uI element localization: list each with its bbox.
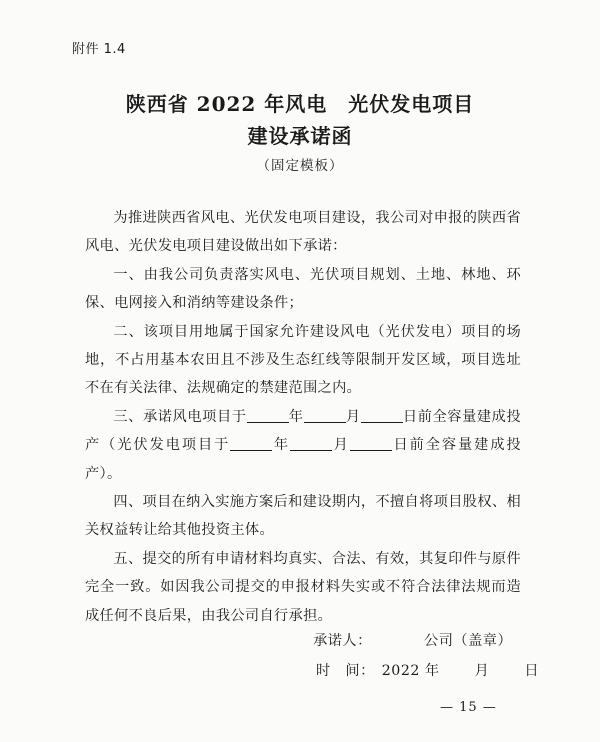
p3-text-d: 日前全容量建成投产（光伏发电项目于 bbox=[85, 408, 521, 454]
promisor-label: 承诺人： bbox=[313, 633, 372, 649]
document-body bbox=[85, 204, 521, 630]
blank-day-wind bbox=[361, 406, 403, 423]
blank-month-wind bbox=[304, 406, 346, 423]
date-year: 2022 年 bbox=[381, 663, 440, 679]
commitment-paragraph-1: 一、由我公司负责落实风电、光伏项目规划、土地、林地、环保、电网接入和消纳等建设条件； bbox=[85, 266, 521, 312]
commitment-paragraph-5: 五、提交的所有申请材料均真实、合法、有效，其复印件与原件完全一致。如因我公司提交的申报材料失实或不符合法律法规而造成任何不良后果，由我公司自行承担。 bbox=[85, 550, 521, 624]
commitment-paragraph-3 bbox=[85, 403, 521, 488]
commitment-paragraph-2: 二、该项目用地属于国家允许建设风电（光伏发电）项目的场地，不占用基本农田且不涉及生态红线等限制开发区域，项目选址不在有关法律、法规确定的禁建范围之内。 bbox=[85, 323, 521, 397]
blank-month-pv bbox=[290, 434, 332, 451]
p3-text-f: 月 bbox=[332, 437, 350, 454]
date-row bbox=[316, 660, 539, 680]
blank-year-wind bbox=[247, 406, 289, 423]
company-seal-label: 公司（盖章） bbox=[424, 633, 513, 649]
document-subtitle: （固定模板） bbox=[256, 158, 344, 174]
commitment-paragraph-4: 四、项目在纳入实施方案后和建设期内，不擅自将项目股权、相关权益转让给其他投资主体。 bbox=[85, 494, 521, 539]
p3-text-c: 月 bbox=[345, 408, 361, 425]
document-title-line2: 建设承诺函 bbox=[247, 124, 353, 148]
blank-year-pv bbox=[230, 434, 272, 451]
intro-paragraph: 为推进陕西省风电、光伏发电项目建设，我公司对申报的陕西省风电、光伏发电项目建设做出如下承诺： bbox=[85, 210, 521, 255]
p3-text-b: 年 bbox=[288, 408, 304, 425]
p3-text-g: 日前全容量建成投产）。 bbox=[85, 437, 522, 482]
date-month: 月 bbox=[474, 663, 490, 679]
page-number: — 15 — bbox=[440, 700, 497, 715]
blank-day-pv bbox=[350, 434, 392, 451]
p3-text-a: 三、承诺风电项目于 bbox=[113, 408, 247, 425]
attachment-label: 附件 1.4 bbox=[72, 42, 126, 57]
p3-text-e: 年 bbox=[272, 437, 291, 454]
date-day: 日 bbox=[524, 663, 540, 679]
time-label: 时 间： bbox=[316, 663, 375, 679]
document-title-line1: 陕西省 2022 年风电 光伏发电项目 bbox=[125, 92, 475, 116]
